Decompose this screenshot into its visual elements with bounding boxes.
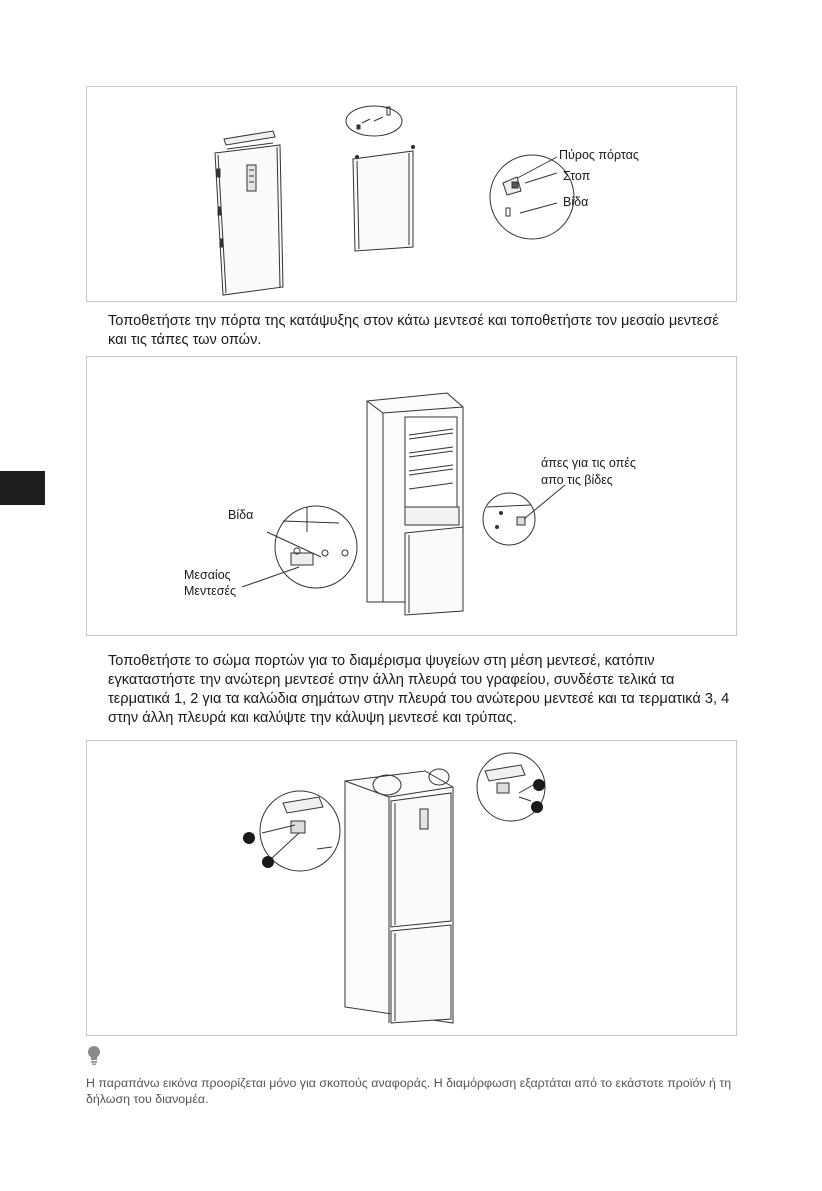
- figure-panel-middle-hinge: [86, 356, 737, 636]
- figure-panel-door-parts: [86, 86, 737, 302]
- label-stop: Στοπ: [563, 169, 591, 183]
- instruction-step-1: Τοποθετήστε την πόρτα της κατάψυξης στον κάτω μεντεσέ και τοποθετήστε τον μεσαίο μεντεσέ και τις τάπες των οπών.: [108, 313, 719, 348]
- top-hinge-illustration: [87, 741, 738, 1037]
- figure-panel-top-hinge: [86, 740, 737, 1036]
- label-hole-caps-line2: απο τις βίδες: [541, 473, 613, 487]
- label-hole-caps-line1: άπες για τις οπές: [541, 456, 636, 470]
- terminal-dot: [533, 779, 545, 791]
- label-screw: Βίδα: [563, 195, 589, 209]
- door-parts-illustration: [87, 87, 738, 303]
- reference-note: Η παραπάνω εικόνα προορίζεται μόνο για σκοπούς αναφοράς. Η διαμόρφωση εξαρτάται από το εκάστοτε προϊόν ή τη δήλωση του διανομέα.: [86, 1076, 732, 1106]
- terminal-dot: [262, 856, 274, 868]
- label-middle-hinge-line2: Μεντεσές: [184, 584, 237, 598]
- chapter-tab: [0, 471, 45, 505]
- label-screw: Βίδα: [228, 508, 254, 522]
- label-door-pin: Πύρος πόρτας: [559, 148, 639, 162]
- terminal-dot: [243, 832, 255, 844]
- label-middle-hinge-line1: Μεσαίος: [184, 568, 231, 582]
- lightbulb-icon: [86, 1045, 102, 1065]
- terminal-dot: [531, 801, 543, 813]
- instruction-step-2: Τοποθετήστε το σώμα πορτών για το διαμέρισμα ψυγείων στη μέση μεντεσέ, κατόπιν εγκαταστήστε την ανώτερη μεντεσέ στην άλλη πλευρά του γραφείου, συνδέστε τελικά τα τερματικά 1, 2 για τα καλώδια σημάτων στην πλευρά του ανώτερου μεντεσέ και τα τερματικά 3, 4 στην άλλη πλευρά και καλύψτε την κάλυψη μεντεσέ και τρύπας.: [108, 653, 730, 726]
